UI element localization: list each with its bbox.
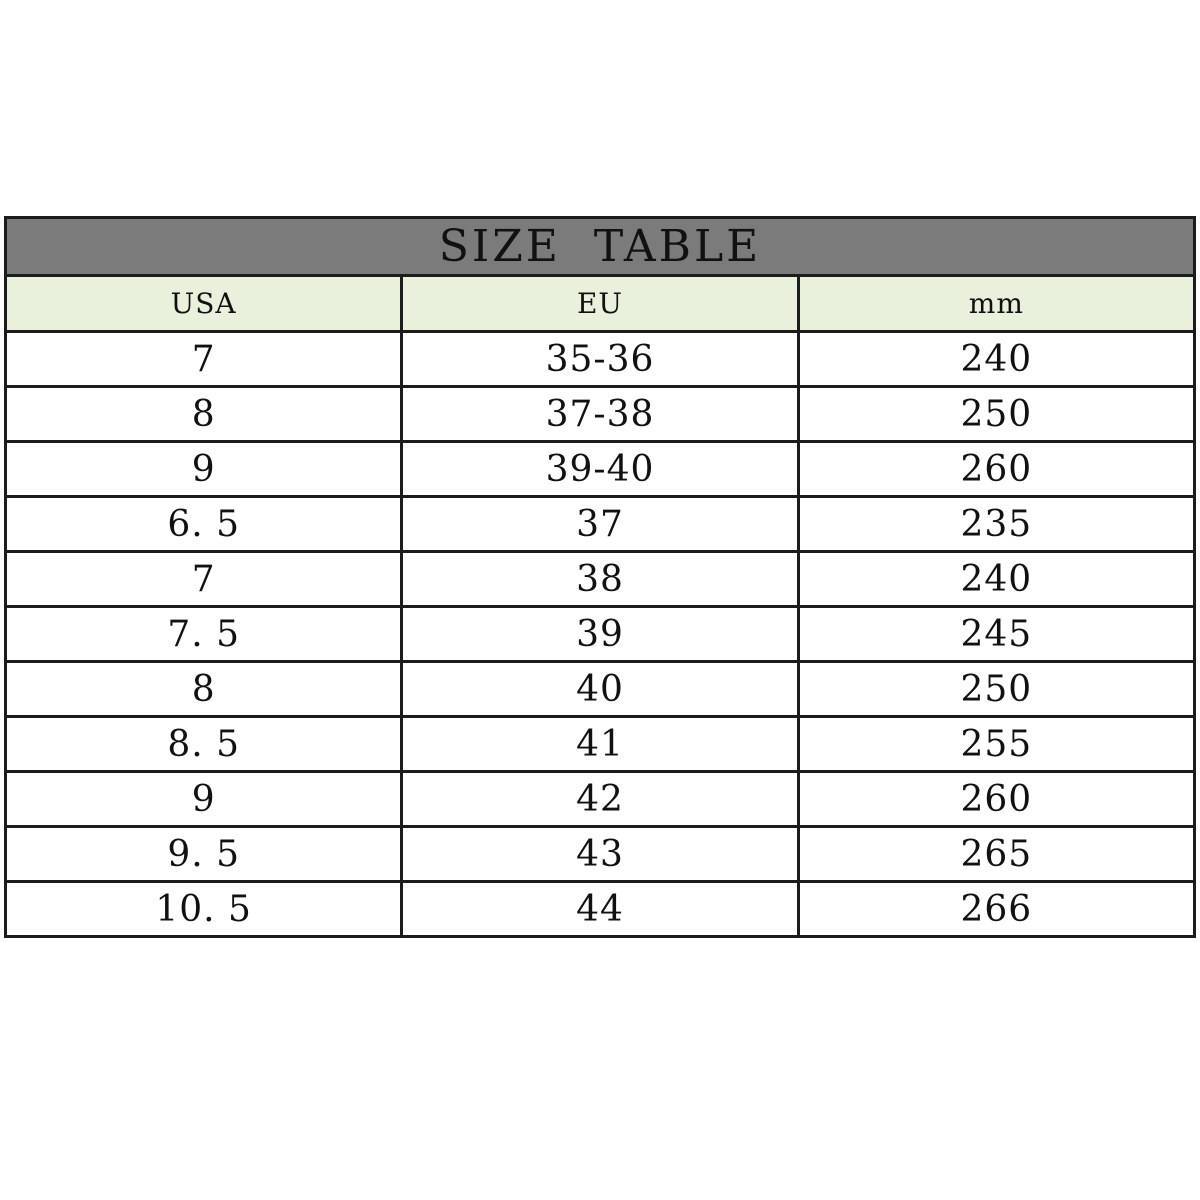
size-table — [4, 216, 1196, 938]
cell-usa: 9 — [6, 772, 402, 827]
cell-eu: 37 — [402, 497, 798, 552]
cell-eu: 41 — [402, 717, 798, 772]
cell-usa: 8 — [6, 387, 402, 442]
cell-mm: 250 — [798, 387, 1194, 442]
cell-mm: 235 — [798, 497, 1194, 552]
table-row — [6, 662, 1195, 717]
cell-mm: 260 — [798, 772, 1194, 827]
cell-eu: 44 — [402, 882, 798, 937]
cell-eu: 37-38 — [402, 387, 798, 442]
header-row — [6, 276, 1195, 332]
column-header-eu: EU — [402, 276, 798, 332]
cell-eu: 38 — [402, 552, 798, 607]
cell-usa: 7 — [6, 552, 402, 607]
table-row — [6, 497, 1195, 552]
cell-usa: 7. 5 — [6, 607, 402, 662]
cell-mm: 265 — [798, 827, 1194, 882]
cell-mm: 240 — [798, 332, 1194, 387]
table-row — [6, 552, 1195, 607]
cell-usa: 9. 5 — [6, 827, 402, 882]
cell-usa: 7 — [6, 332, 402, 387]
table-row — [6, 772, 1195, 827]
cell-eu: 40 — [402, 662, 798, 717]
cell-eu: 35-36 — [402, 332, 798, 387]
table-row — [6, 387, 1195, 442]
cell-mm: 245 — [798, 607, 1194, 662]
cell-eu: 39 — [402, 607, 798, 662]
cell-mm: 260 — [798, 442, 1194, 497]
cell-mm: 240 — [798, 552, 1194, 607]
cell-eu: 42 — [402, 772, 798, 827]
cell-usa: 6. 5 — [6, 497, 402, 552]
table-row — [6, 332, 1195, 387]
cell-usa: 9 — [6, 442, 402, 497]
cell-mm: 266 — [798, 882, 1194, 937]
table-title: SIZE TABLE — [6, 218, 1195, 276]
cell-eu: 43 — [402, 827, 798, 882]
table-row — [6, 827, 1195, 882]
table-row — [6, 442, 1195, 497]
cell-usa: 8 — [6, 662, 402, 717]
column-header-usa: USA — [6, 276, 402, 332]
table-row — [6, 607, 1195, 662]
cell-eu: 39-40 — [402, 442, 798, 497]
table-row — [6, 882, 1195, 937]
cell-mm: 255 — [798, 717, 1194, 772]
cell-mm: 250 — [798, 662, 1194, 717]
cell-usa: 8. 5 — [6, 717, 402, 772]
table-row — [6, 717, 1195, 772]
cell-usa: 10. 5 — [6, 882, 402, 937]
column-header-mm: mm — [798, 276, 1194, 332]
title-row — [6, 218, 1195, 276]
